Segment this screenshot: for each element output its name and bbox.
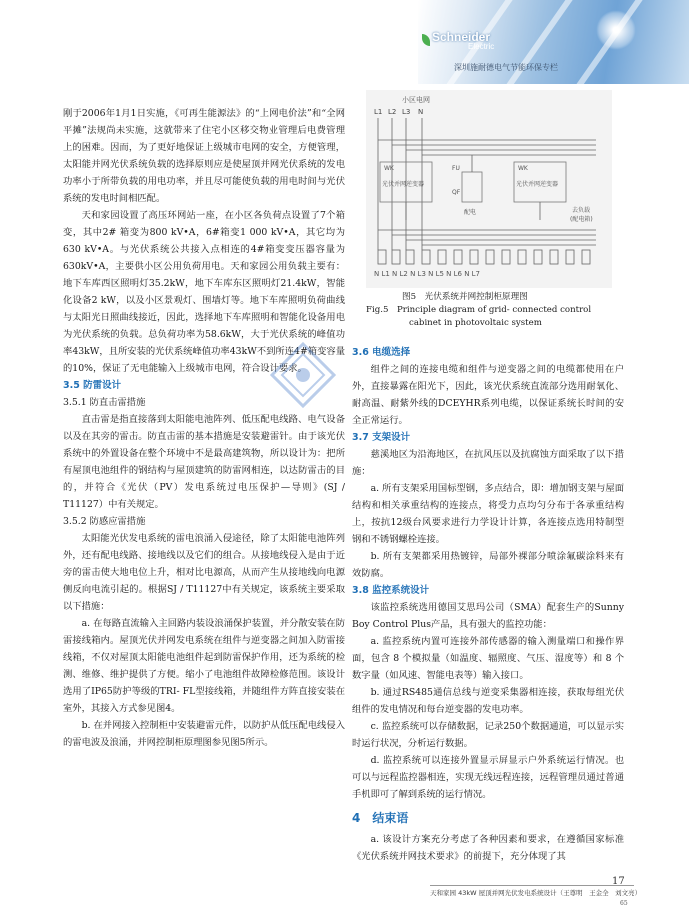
paragraph: 天和家园设置了高压环网站一座，在小区各负荷点设置了7个箱变，其中2# 箱变为800 kV•A，6#箱变1 000 kV•A，其它均为630 kV•A。与光伏系统公共接入点相连的4#箱变变压器容量为630kV•A，主要供小区公用负荷用电。天和家园公用负载主要有：地下车库西区照明灯35.2kW，地下车库东区照明灯21.4kW，智能化设备2 kW，以及小区景观灯、围墙灯等。地下车库照明负荷曲线与太阳光日照曲线接近，因此，选择地下车库照明和智能化设备用电为光伏系统的负载。总负荷功率为58.6kW，大于光伏系统的峰值功率43kW，且所安装的光伏系统峰值功率43kW不到所连4#箱变容量的10%，保证了无电能输入上级城市电网，符合设计要求。 [63, 210, 345, 374]
section-heading: 3.8 监控系统设计 [352, 585, 430, 596]
paragraph: 该监控系统选用德国艾思玛公司（SMA）配套生产的Sunny Boy Control Plus产品，具有强大的监控功能： [352, 602, 624, 630]
grid-label: 小区电网 [402, 96, 430, 104]
banner-stripe [504, 0, 578, 91]
page-number-secondary: 65 [620, 900, 628, 907]
paragraph: b. 所有支架都采用热镀锌，局部外裸部分喷涂氟碳涂料来有效防腐。 [352, 551, 624, 579]
chapter-heading: 4 结束语 [352, 811, 409, 825]
bus-label: L2 [388, 108, 397, 116]
paragraph: 刚于2006年1月1日实施，《可再生能源法》的“上网电价法”和“全网平摊”法规尚未实施，这就带来了住宅小区移交物业管理后电费管理上的困难。因而，为了更好地保证上级城市电网的安全，方便管理，太阳能并网光伏系统负载的选择原则应是使屋顶并网光伏系统的发电功率小于所带负载的用电功率，并且尽可能使负载的用电时间与光伏系统的发电时间相匹配。 [63, 108, 345, 204]
circuit-diagram [366, 90, 612, 288]
terminal-labels: N L1 N L2 N L3 N L5 N L6 N L7 [374, 270, 481, 278]
subsection-heading: 3.5.1 防直击雷措施 [63, 397, 146, 408]
paragraph: 慈溪地区为沿海地区，在抗风压以及抗腐蚀方面采取了以下措施： [352, 449, 624, 477]
paragraph: a. 监控系统内置可连接外部传感器的输入测量端口和操作界面，包含 8 个模拟量（如温度、辐照度、气压、湿度等）和 8 个数字量（如风速、智能电表等）输入接口。 [352, 636, 624, 681]
paragraph: c. 监控系统可以存储数据，记录250个数据通道，可以显示实时运行状况，分析运行数据。 [352, 721, 624, 749]
paragraph: b. 通过RS485通信总线与逆变采集器相连接，获取每组光伏组件的发电情况和每台逆变器的发电功率。 [352, 687, 624, 715]
box-label: 光伏并网逆变器 [382, 181, 425, 188]
box-tag: WK [518, 165, 528, 172]
section-heading: 3.5 防雷设计 [63, 380, 122, 391]
section-heading: 3.6 电缆选择 [352, 347, 411, 358]
paragraph: 太阳能光伏发电系统的雷电浪涌入侵途径，除了太阳能电池阵列外，还有配电线路、接地线以及它们的组合。从接地线侵入是由于近旁的雷击使大地电位上升，相对比电源高，从而产生从接地线向电源侧反向电流引起的。根据SJ / T11127中有关规定，该系统主要采取以下措施： [63, 533, 345, 612]
paragraph: 组件之间的连接电缆和组件与逆变器之间的电缆都使用在户外，直接暴露在阳光下，因此，该光伏系统直流部分选用耐氧化、耐高温、耐紫外线的DCEYHR系列电缆，以保证系统长时间的安全正常运行。 [352, 364, 624, 426]
bus-label: L3 [402, 108, 411, 116]
sun-icon [596, 10, 636, 50]
left-column [63, 105, 345, 751]
bus-label: N [418, 108, 424, 116]
footer-text: 天和家园 43kW 屋顶并网光伏发电系统设计（王尊明 王金全 刘文亮） [430, 889, 642, 897]
load-label: 去负载 [572, 207, 591, 214]
figure-caption [352, 291, 624, 330]
section-heading: 3.7 支架设计 [352, 432, 411, 443]
brand-name: Schneider [432, 30, 491, 44]
page-number: 17 [612, 876, 625, 887]
load-label: (配电箱) [570, 216, 593, 223]
qf-label: QF [452, 189, 461, 196]
box-tag: WK [384, 165, 394, 172]
caption-en: cabinet in photovoltaic system [409, 318, 542, 328]
header-banner [418, 0, 689, 84]
paragraph: a. 该设计方案充分考虑了各种因素和要求，在遵循国家标准《光伏系统并网技术要求》的前提下，充分体现了其 [352, 834, 624, 862]
footer-divider [430, 885, 634, 886]
leaf-icon [422, 34, 430, 46]
bus-label: L1 [374, 108, 383, 116]
circuit-diagram-svg [366, 90, 612, 288]
right-column [352, 344, 624, 865]
caption-en: Fig.5 Principle diagram of grid- connected control [366, 305, 592, 315]
fu-label: FU [452, 165, 460, 172]
paragraph: a. 在每路直流输入主回路内装设浪涌保护装置，并分散安装在防雷接线箱内。屋顶光伏并网发电系统在组件与逆变器之间加入防雷接线箱，不仅对屋顶太阳能电池组件起到防雷保护作用，还为系统的检测、维修、维护提供了方便。缩小了电池组件故障检修范围。该设计选用了IP65防护等级的TRI- FL型接线箱，并随组件方阵直接安装在室外，其接入方式参见图4。 [63, 618, 345, 714]
paragraph: 直击雷是指直接落到太阳能电池阵列、低压配电线路、电气设备以及在其旁的雷击。防直击雷的基本措施是安装避雷针。由于该光伏系统中的外置设备在整个环境中不是最高建筑物，所以设计为：把所有屋顶电池组件的钢结构与屋顶建筑的防雷网相连，以达防雷击的目的，并符合《光伏（PV）发电系统过电压保护—导则》(SJ / T11127）中有关规定。 [63, 414, 345, 510]
paragraph: b. 在并网接入控制柜中安装避雷元件，以防护从低压配电线侵入的雷电波及浪涌，并网控制柜原理图参见图5所示。 [63, 720, 345, 748]
subsection-heading: 3.5.2 防感应雷措施 [63, 516, 146, 527]
mid-label: 配电 [464, 209, 477, 216]
box-label: 光伏并网逆变器 [516, 181, 559, 188]
paragraph: d. 监控系统可以连接外置显示屏显示户外系统运行情况。也可以与远程监控器相连，实现无线远程连接，远程管理员通过普通手机即可了解到系统的运行情况。 [352, 755, 624, 800]
watermark-stamp-icon [268, 340, 338, 410]
schneider-logo [432, 30, 494, 51]
caption-cn: 图5 光伏系统并网控制柜原理图 [402, 292, 528, 302]
brand-sub: Electric [468, 42, 495, 51]
paragraph: a. 所有支架采用国标型钢，多点结合，即：增加钢支架与屋面结构和相关承重结构的连接点，将受力点均匀分布于各承重结构上，按抗12级台风要求进行力学设计计算，各连接点选用特制型钢和不锈钢螺栓连接。 [352, 483, 624, 545]
banner-caption: 深圳施耐德电气节能环保专栏 [454, 63, 558, 72]
